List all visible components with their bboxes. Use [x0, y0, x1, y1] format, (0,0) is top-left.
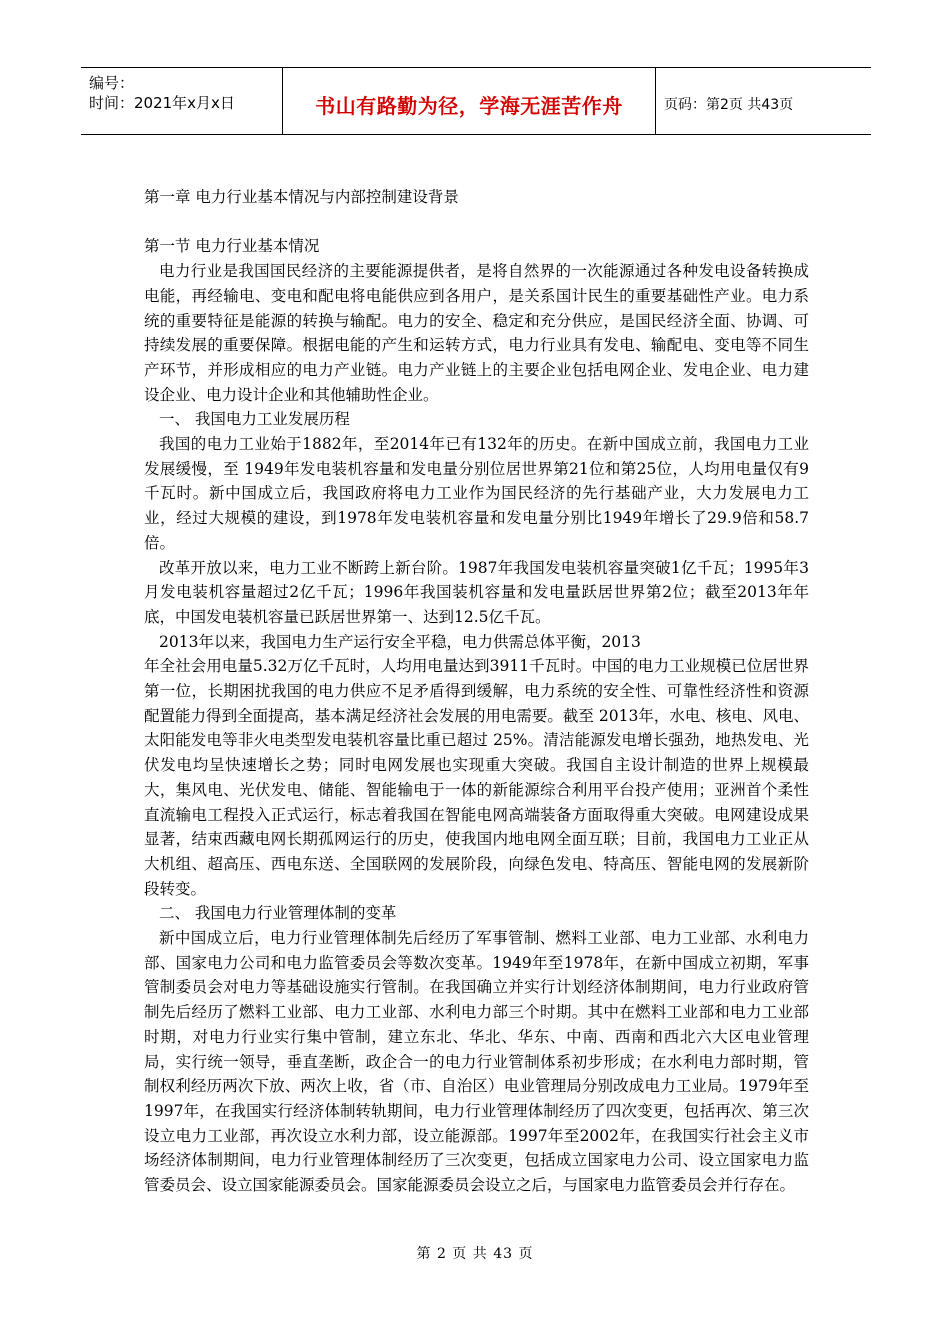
serial-label: 编号：	[89, 74, 135, 92]
motto-text: 书山有路勤为径，学海无涯苦作舟	[315, 94, 623, 118]
page-header	[81, 67, 871, 135]
time-label: 时间：2021年x月x日	[89, 94, 235, 112]
header-meta-cell	[81, 68, 283, 134]
paragraph-reform: 改革开放以来，电力工业不断跨上新台阶。1987年我国发电装机容量突破1亿千瓦；1995年3月发电装机容量超过2亿千瓦；1996年我国装机容量和发电量跃居世界第2位；截至2013年年底，中国发电装机容量已跃居世界第一、达到12.5亿千瓦。	[144, 558, 809, 626]
paragraph-2013-line: 2013年以来，我国电力生产运行安全平稳，电力供需总体平衡，2013	[159, 632, 641, 651]
paragraph-2013-body: 年全社会用电量5.32万亿千瓦时，人均用电量达到3911千瓦时。中国的电力工业规模已位居世界第一位，长期困扰我国的电力供应不足矛盾得到缓解，电力系统的安全性、可靠性经济性和资源配置能力得到全面提高，基本满足经济社会发展的用电需要。截至 2013年，水电、核电、风电、太阳能发电等非火电类型发电装机容量比重已超过 25%。清洁能源发电增长强劲，地热发电、光伏发电均呈快速增长之势；同时电网发展也实现重大突破。我国自主设计制造的世界上规模最大，集风电、光伏发电、储能、智能输电于一体的新能源综合利用平台投产使用；亚洲首个柔性直流输电工程投入正式运行，标志着我国在智能电网高端装备方面取得重大突破。电网建设成果显著，结束西藏电网长期孤网运行的历史，使我国内地电网全面互联；目前，我国电力工业正从大机组、超高压、西电东送、全国联网的发展阶段，向绿色发电、特高压、智能电网的发展新阶段转变。	[144, 657, 809, 898]
heading-management-reform: 二、 我国电力行业管理体制的变革	[159, 904, 397, 923]
document-body	[144, 185, 809, 1198]
chapter-title: 第一章 电力行业基本情况与内部控制建设背景	[144, 188, 459, 206]
page-info: 页码：第2页 共43页	[664, 97, 794, 113]
section-title: 第一节 电力行业基本情况	[144, 237, 320, 256]
page-footer: 第 2 页 共 43 页	[416, 1246, 534, 1262]
header-page-cell	[656, 68, 871, 134]
paragraph-management: 新中国成立后，电力行业管理体制先后经历了军事管制、燃料工业部、电力工业部、水利电力部、国家电力公司和电力监管委员会等数次变革。1949年至1978年，在新中国成立初期，军事管制委员会对电力等基础设施实行管制。在我国确立并实行计划经济体制期间，电力行业政府管制先后经历了燃料工业部、电力工业部、水利电力部三个时期。其中在燃料工业部和电力工业部时期，对电力行业实行集中管制，建立东北、华北、华东、中南、西南和西北六大区电业管理局，实行统一领导，垂直垄断，政企合一的电力行业管制体系初步形成；在水利电力部时期，管制权利经历两次下放、两次上收，省（市、自治区）电业管理局分别改成电力工业局。1979年至1997年，在我国实行经济体制转轨期间，电力行业管理体制经历了四次变更，包括再次、第三次设立电力工业部，再次设立水利力部，设立能源部。1997年至2002年，在我国实行社会主义市场经济体制期间，电力行业管理体制经历了三次变更，包括成立国家电力公司、设立国家电力监管委员会、设立国家能源委员会。国家能源委员会设立之后，与国家电力监管委员会并行存在。	[144, 929, 809, 1195]
paragraph-history: 我国的电力工业始于1882年，至2014年已有132年的历史。在新中国成立前，我国电力工业发展缓慢，至 1949年发电装机容量和发电量分别位居世界第21位和第25位，人均用电量仅有9千瓦时。新中国成立后，我国政府将电力工业作为国民经济的先行基础产业，大力发展电力工业，经过大规模的建设，到1978年发电装机容量和发电量分别比1949年增长了29.9倍和58.7倍。	[144, 435, 809, 552]
header-motto-cell	[283, 68, 656, 134]
paragraph-overview: 电力行业是我国国民经济的主要能源提供者，是将自然界的一次能源通过各种发电设备转换成电能，再经输电、变电和配电将电能供应到各用户，是关系国计民生的重要基础性产业。电力系统的重要特征是能源的转换与输配。电力的安全、稳定和充分供应，是国民经济全面、协调、可持续发展的重要保障。根据电能的产生和运转方式，电力行业具有发电、输配电、变电等不同生产环节，并形成相应的电力产业链。电力产业链上的主要企业包括电网企业、发电企业、电力建设企业、电力设计企业和其他辅助性企业。	[144, 262, 809, 404]
heading-development-history: 一、 我国电力工业发展历程	[159, 410, 350, 429]
